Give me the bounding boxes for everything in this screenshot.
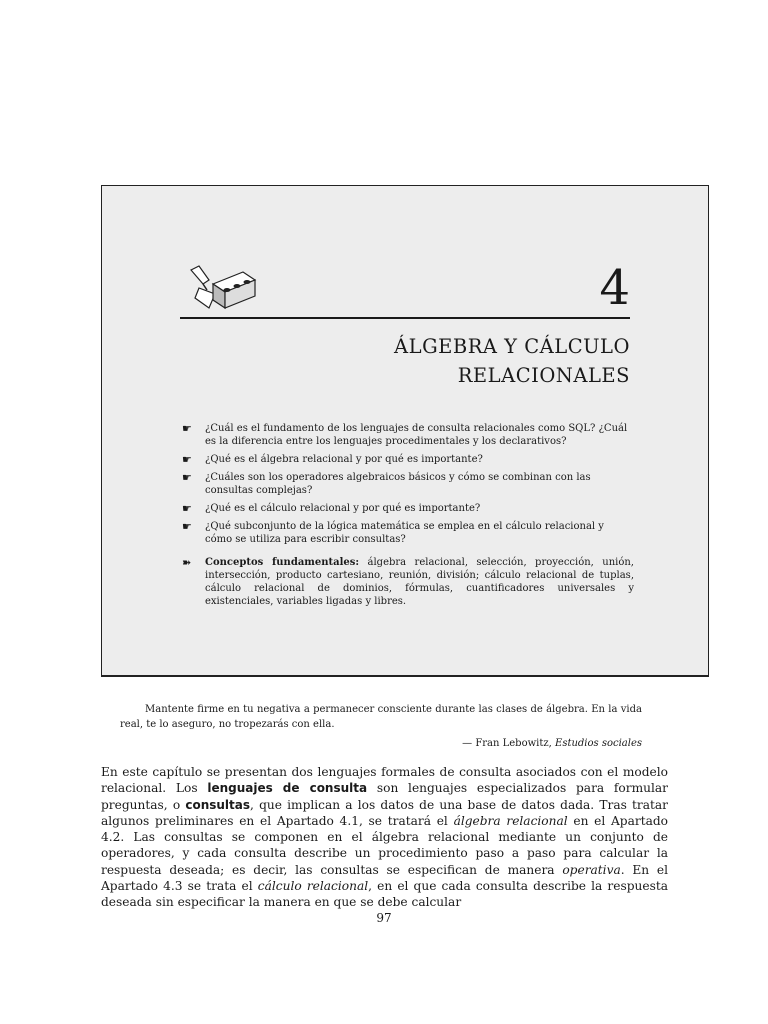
- term-lenguajes-de-consulta: lenguajes de consulta: [207, 781, 368, 796]
- question-item: ☛ ¿Qué es el cálculo relacional y por qué es importante?: [182, 502, 481, 515]
- trowel-brick-icon: [185, 264, 257, 316]
- epigraph-source: Estudios sociales: [555, 738, 642, 749]
- arrow-icon: ➽: [182, 556, 192, 569]
- body-paragraph: En este capítulo se presentan dos lenguajes formales de consulta asociados con el modelo relacional. Los lenguajes de consulta son lenguajes especializados para formular preguntas, o consultas, que implican a los datos de una base de datos dada. Tras tratar algunos preliminares en el Apartado 4.1, se tratará el álgebra relacional en el Apartado 4.2. Las consultas se componen en el álgebra relacional mediante un conjunto de operadores, y cada consulta describe un procedimiento paso a paso para calcular la respuesta deseada; es decir, las consultas se especifican de manera operativa. En el Apartado 4.3 se trata el cálculo relacional, en el que cada consulta describe la respuesta deseada sin especificar la manera en que se debe calcular: [101, 765, 669, 910]
- chapter-title-line2: RELACIONALES: [457, 364, 630, 387]
- pointing-hand-icon: ☛: [182, 471, 192, 484]
- term-operativa: operativa: [562, 862, 621, 877]
- chapter-opener-box: [101, 185, 709, 677]
- pointing-hand-icon: ☛: [182, 422, 192, 435]
- pointing-hand-icon: ☛: [182, 453, 192, 466]
- chapter-title: [394, 332, 630, 390]
- chapter-rule: [180, 317, 630, 319]
- question-item: ☛ ¿Qué subconjunto de la lógica matemática se emplea en el cálculo relacional y cómo se utiliza para escribir consultas?: [182, 520, 604, 545]
- chapter-questions: [182, 422, 634, 551]
- pointing-hand-icon: ☛: [182, 502, 192, 515]
- key-concepts-text: álgebra relacional, selección, proyección, unión, intersección, producto cartesiano, reunión, división; cálculo relacional de tuplas, cálculo relacional de dominios, fórmulas, cuantificadores universales y existenciales, variables ligadas y libres.: [205, 557, 634, 607]
- epigraph-attribution: — Fran Lebowitz, Estudios sociales: [462, 738, 642, 749]
- term-algebra-relacional: álgebra relacional: [453, 813, 568, 828]
- term-consultas: consultas: [185, 797, 251, 812]
- epigraph-text: Mantente firme en tu negativa a permanecer consciente durante las clases de álgebra. En la vida real, te lo aseguro, no tropezarás con ella.: [120, 704, 642, 730]
- chapter-number: 4: [599, 260, 630, 316]
- question-item: ☛ ¿Cuál es el fundamento de los lenguajes de consulta relacionales como SQL? ¿Cuál es la diferencia entre los lenguajes procedimentales y los declarativos?: [182, 422, 628, 447]
- epigraph: [120, 702, 642, 732]
- chapter-title-line1: ÁLGEBRA Y CÁLCULO: [394, 335, 630, 358]
- question-item: ☛ ¿Cuáles son los operadores algebraicos básicos y cómo se combinan con las consultas complejas?: [182, 471, 591, 496]
- term-calculo-relacional: cálculo relacional: [257, 879, 369, 894]
- key-concepts-label: Conceptos fundamentales:: [205, 557, 360, 568]
- question-item: ☛ ¿Qué es el álgebra relacional y por qué es importante?: [182, 453, 483, 466]
- pointing-hand-icon: ☛: [182, 520, 192, 533]
- key-concepts: [182, 556, 634, 608]
- page-number: 97: [376, 911, 392, 925]
